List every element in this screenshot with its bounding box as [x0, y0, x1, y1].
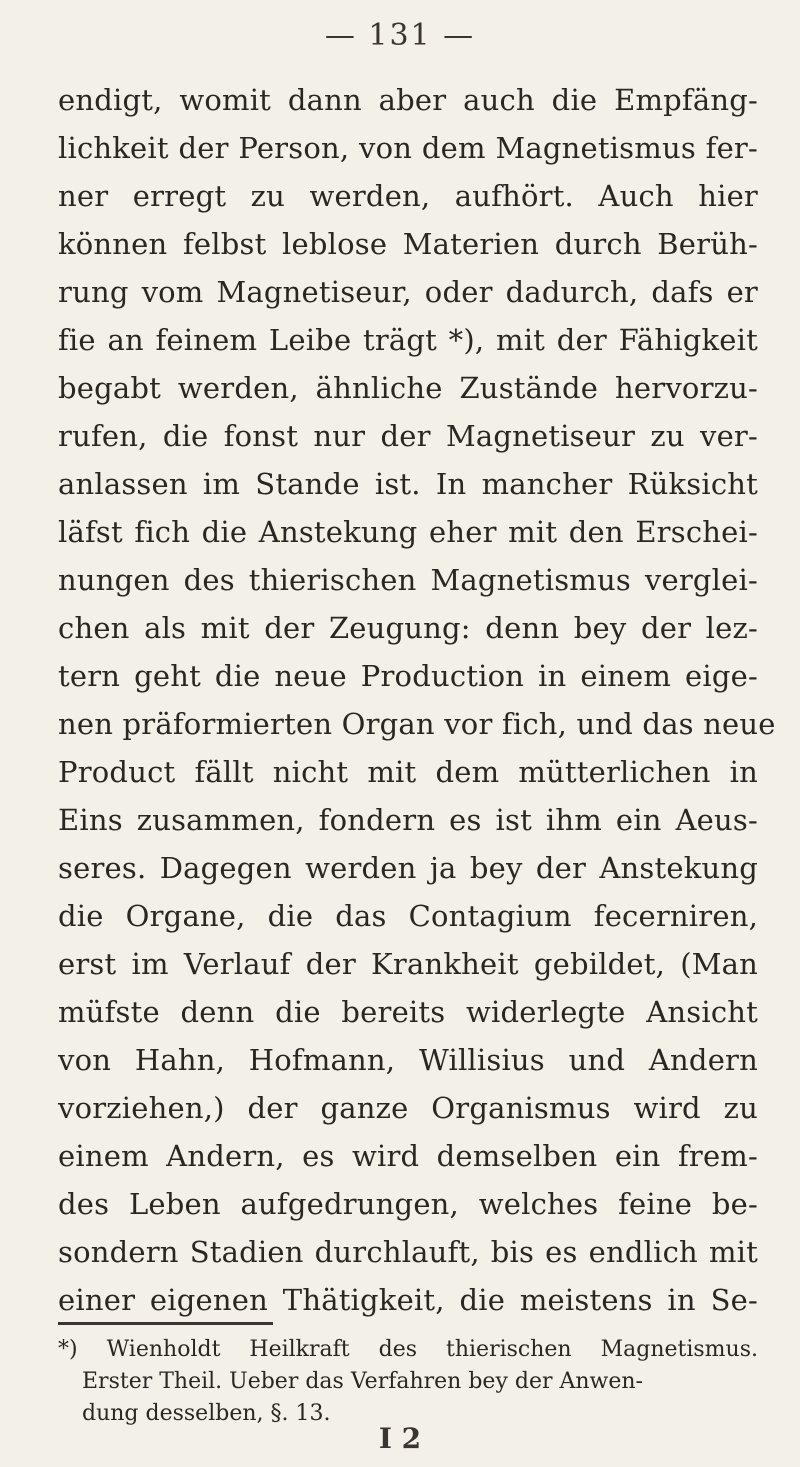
- text-line: anlassen im Stande ist. In mancher Rüksicht: [58, 467, 758, 501]
- text-line: vorziehen,) der ganze Organismus wird zu: [58, 1091, 758, 1125]
- text-line: einer eigenen Thätigkeit, die meistens in Se-: [58, 1283, 758, 1317]
- text-line: läfst fich die Anstekung eher mit den Erschei-: [58, 515, 758, 549]
- signature-mark: I 2: [378, 1422, 422, 1455]
- text-line: endigt, womit dann aber auch die Empfäng-: [58, 83, 758, 117]
- footnote-divider: [58, 1322, 273, 1325]
- text-line: müfste denn die bereits widerlegte Ansicht: [58, 995, 758, 1029]
- text-line: Eins zusammen, fondern es ist ihm ein Aeus-: [58, 803, 758, 837]
- text-line: nen präformierten Organ vor fich, und das neue: [58, 707, 776, 741]
- text-line: Product fällt nicht mit dem mütterlichen in: [58, 755, 758, 789]
- text-line: die Organe, die das Contagium fecerniren,: [58, 899, 758, 933]
- text-line: ner erregt zu werden, aufhört. Auch hier: [58, 179, 758, 213]
- footnote-line: dung desselben, §. 13.: [82, 1401, 331, 1426]
- text-line: lichkeit der Person, von dem Magnetismus fer-: [58, 131, 758, 165]
- text-line: rufen, die fonst nur der Magnetiseur zu ver-: [58, 419, 758, 453]
- text-line: erst im Verlauf der Krankheit gebildet, (Man: [58, 947, 758, 981]
- text-line: seres. Dagegen werden ja bey der Anstekung: [58, 851, 758, 885]
- text-line: begabt werden, ähnliche Zustände hervorzu-: [58, 371, 758, 405]
- footnote: [58, 1334, 758, 1430]
- text-line: rung vom Magnetiseur, oder dadurch, dafs er: [58, 275, 758, 309]
- text-line: chen als mit der Zeugung: denn bey der lez-: [58, 611, 758, 645]
- text-line: tern geht die neue Production in einem eige-: [58, 659, 758, 693]
- text-line: einem Andern, es wird demselben ein frem-: [58, 1139, 758, 1173]
- text-line: von Hahn, Hofmann, Willisius und Andern: [58, 1043, 758, 1077]
- main-text: [58, 76, 776, 1324]
- text-line: können felbst leblose Materien durch Berüh-: [58, 227, 758, 261]
- text-line: fie an feinem Leibe trägt *), mit der Fähigkeit: [58, 323, 758, 357]
- text-line: nungen des thierischen Magnetismus verglei-: [58, 563, 758, 597]
- footnote-line: Erster Theil. Ueber das Verfahren bey der Anwen-: [82, 1369, 643, 1394]
- page-number: — 131 —: [324, 18, 476, 53]
- text-line: des Leben aufgedrungen, welches feine be-: [58, 1187, 758, 1221]
- footnote-line: *) Wienholdt Heilkraft des thierischen Magnetismus.: [58, 1337, 758, 1362]
- text-line: sondern Stadien durchlauft, bis es endlich mit: [58, 1235, 758, 1269]
